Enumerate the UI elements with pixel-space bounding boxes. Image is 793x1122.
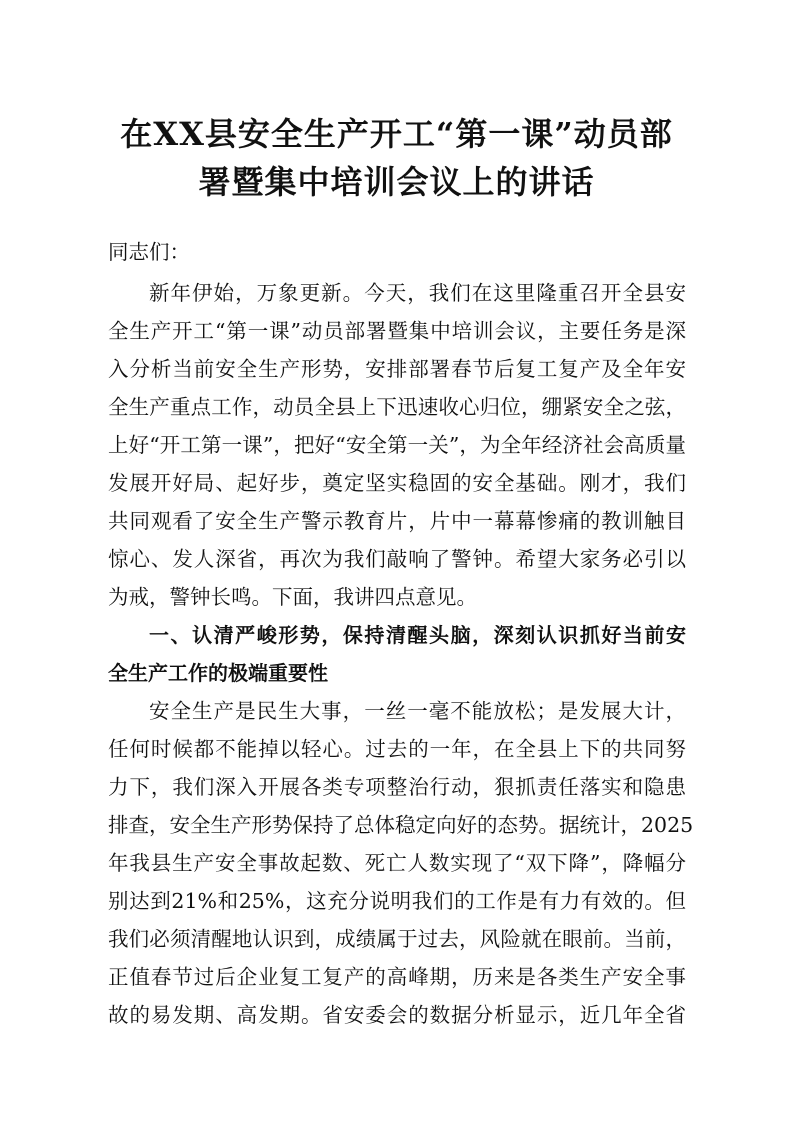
- paragraph-2-line: 我们必须清醒地认识到，成绩属于过去，风险就在眼前。当前，: [108, 927, 686, 951]
- paragraph-1-line: 全生产开工“第一课”动员部署暨集中培训会议，主要任务是深: [108, 319, 686, 343]
- paragraph-2-line: 别达到21%和25%，这充分说明我们的工作是有力有效的。但: [108, 889, 686, 913]
- paragraph-1-line: 新年伊始，万象更新。今天，我们在这里隆重召开全县安: [149, 281, 686, 305]
- section-heading-1-line: 全生产工作的极端重要性: [108, 661, 328, 685]
- paragraph-2-line: 年我县生产安全事故起数、死亡人数实现了“双下降”，降幅分: [108, 851, 686, 875]
- document-title-line-1: 在XX县安全生产开工“第一课”动员部: [120, 115, 673, 153]
- paragraph-1-line: 入分析当前安全生产形势，安排部署春节后复工复产及全年安: [108, 357, 686, 381]
- section-heading-1-line: 一、认清严峻形势，保持清醒头脑，深刻认识抓好当前安: [149, 623, 686, 647]
- paragraph-1-line: 发展开好局、起好步，奠定坚实稳固的安全基础。刚才，我们: [108, 471, 686, 495]
- salutation: 同志们：: [108, 240, 190, 264]
- paragraph-2-line: 安全生产是民生大事，一丝一毫不能放松；是发展大计，: [149, 699, 686, 723]
- paragraph-1-line: 共同观看了安全生产警示教育片，片中一幕幕惨痛的教训触目: [108, 509, 686, 533]
- paragraph-2-line: 故的易发期、高发期。省安委会的数据分析显示，近几年全省: [108, 1003, 686, 1027]
- document-title-line-2: 署暨集中培训会议上的讲话: [198, 163, 595, 201]
- paragraph-2-line: 力下，我们深入开展各类专项整治行动，狠抓责任落实和隐患: [108, 775, 686, 799]
- paragraph-1-line: 上好“开工第一课”，把好“安全第一关”，为全年经济社会高质量: [108, 433, 686, 457]
- paragraph-2-line: 排查，安全生产形势保持了总体稳定向好的态势。据统计，2025: [108, 813, 694, 837]
- paragraph-1-line: 为戒，警钟长鸣。下面，我讲四点意见。: [108, 585, 477, 609]
- paragraph-1-line: 全生产重点工作，动员全县上下迅速收心归位，绷紧安全之弦，: [108, 395, 686, 419]
- paragraph-2-line: 任何时候都不能掉以轻心。过去的一年，在全县上下的共同努: [108, 737, 686, 761]
- paragraph-2-line: 正值春节过后企业复工复产的高峰期，历来是各类生产安全事: [108, 965, 686, 989]
- paragraph-1-line: 惊心、发人深省，再次为我们敲响了警钟。希望大家务必引以: [108, 547, 686, 571]
